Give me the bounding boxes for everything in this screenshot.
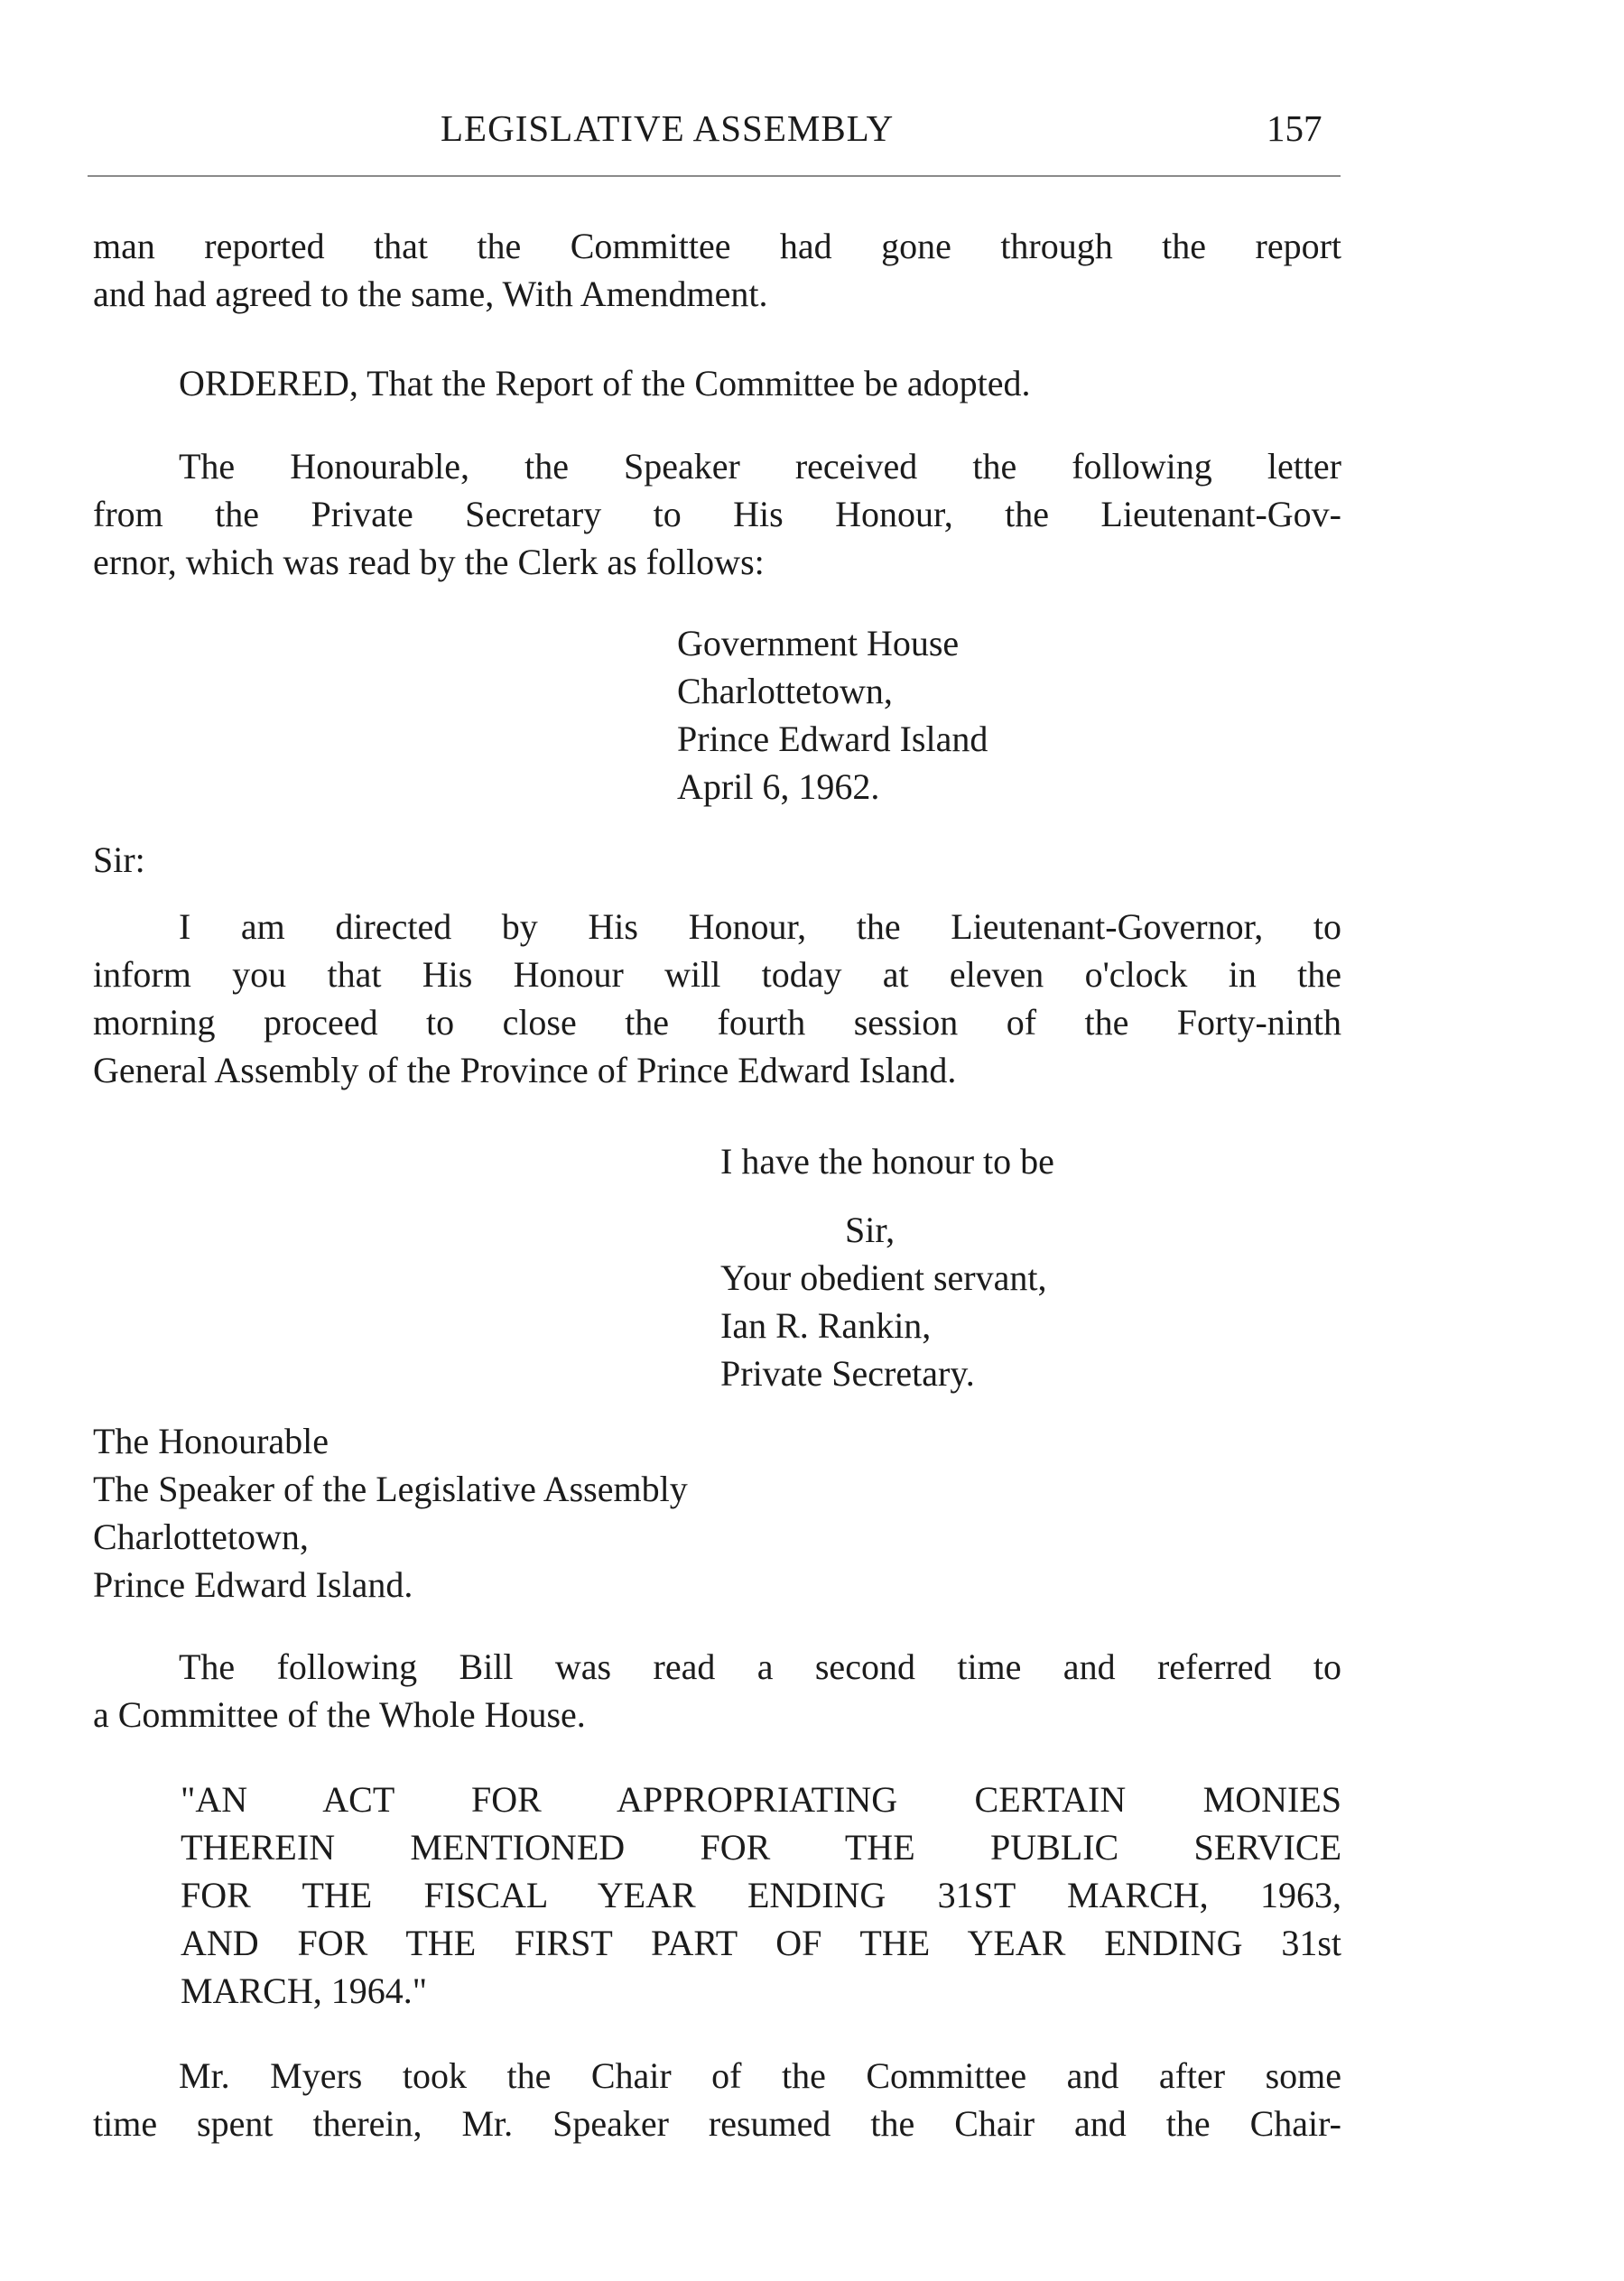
bill-title-line: THEREIN MENTIONED FOR THE PUBLIC SERVICE: [181, 1827, 1341, 1868]
bill-intro-paragraph: [93, 1643, 1341, 1739]
text-line: man reported that the Committee had gone through the report: [93, 226, 1341, 266]
letter-address: [677, 619, 988, 811]
recipient-line: The Honourable: [93, 1421, 329, 1461]
letter-signoff: [720, 1206, 1046, 1397]
text-line: and had agreed to the same, With Amendment.: [93, 274, 768, 314]
letter-salutation: Sir:: [93, 839, 145, 880]
text-line: a Committee of the Whole House.: [93, 1694, 586, 1735]
address-line: Government House: [677, 623, 960, 663]
recipient-line: Charlottetown,: [93, 1516, 309, 1557]
text-line: The Honourable, the Speaker received the following letter: [179, 446, 1341, 487]
signer-name: Ian R. Rankin,: [720, 1305, 932, 1346]
address-line: Charlottetown,: [677, 671, 893, 711]
text-line: General Assembly of the Province of Prince Edward Island.: [93, 1050, 957, 1090]
text-line: Mr. Myers took the Chair of the Committee and after some: [179, 2055, 1341, 2096]
speaker-letter-intro: [93, 442, 1341, 586]
letter-body: [93, 903, 1341, 1094]
recipient-line: The Speaker of the Legislative Assembly: [93, 1469, 688, 1509]
text-line: ORDERED, That the Report of the Committee be adopted.: [179, 363, 1031, 403]
continuation-paragraph: [93, 222, 1341, 318]
bill-title-line: "AN ACT FOR APPROPRIATING CERTAIN MONIES: [181, 1779, 1341, 1820]
bill-title: [181, 1776, 1341, 2015]
text-line: inform you that His Honour will today at eleven o'clock in the: [93, 954, 1341, 995]
signoff-line: Your obedient servant,: [720, 1257, 1047, 1298]
address-line: Prince Edward Island: [677, 719, 988, 759]
letter-closing: I have the honour to be: [720, 1141, 1054, 1182]
recipient-line: Prince Edward Island.: [93, 1564, 413, 1605]
text-line: ernor, which was read by the Clerk as follows:: [93, 542, 765, 582]
text-line: morning proceed to close the fourth session of the Forty-ninth: [93, 1002, 1341, 1043]
bill-title-line: FOR THE FISCAL YEAR ENDING 31ST MARCH, 1963,: [181, 1875, 1341, 1915]
text-line: The following Bill was read a second time and referred to: [179, 1646, 1341, 1687]
text-line: I am directed by His Honour, the Lieutenant-Governor, to: [179, 906, 1341, 947]
text-line: time spent therein, Mr. Speaker resumed the Chair and the Chair-: [93, 2103, 1341, 2144]
running-header-title: LEGISLATIVE ASSEMBLY: [441, 107, 895, 149]
signoff-line: Sir,: [845, 1210, 896, 1250]
bill-title-line: AND FOR THE FIRST PART OF THE YEAR ENDING 31st: [181, 1923, 1341, 1963]
text-line: from the Private Secretary to His Honour, the Lieutenant-Gov-: [93, 494, 1341, 534]
page-number: 157: [1267, 107, 1322, 149]
header-rule: [88, 175, 1341, 177]
signer-title: Private Secretary.: [720, 1353, 975, 1394]
bill-title-line: MARCH, 1964.": [181, 1970, 428, 2011]
closing-paragraph: [93, 2052, 1341, 2147]
address-line: April 6, 1962.: [677, 766, 880, 807]
letter-recipient: [93, 1417, 688, 1609]
ordered-paragraph: [93, 359, 1341, 407]
